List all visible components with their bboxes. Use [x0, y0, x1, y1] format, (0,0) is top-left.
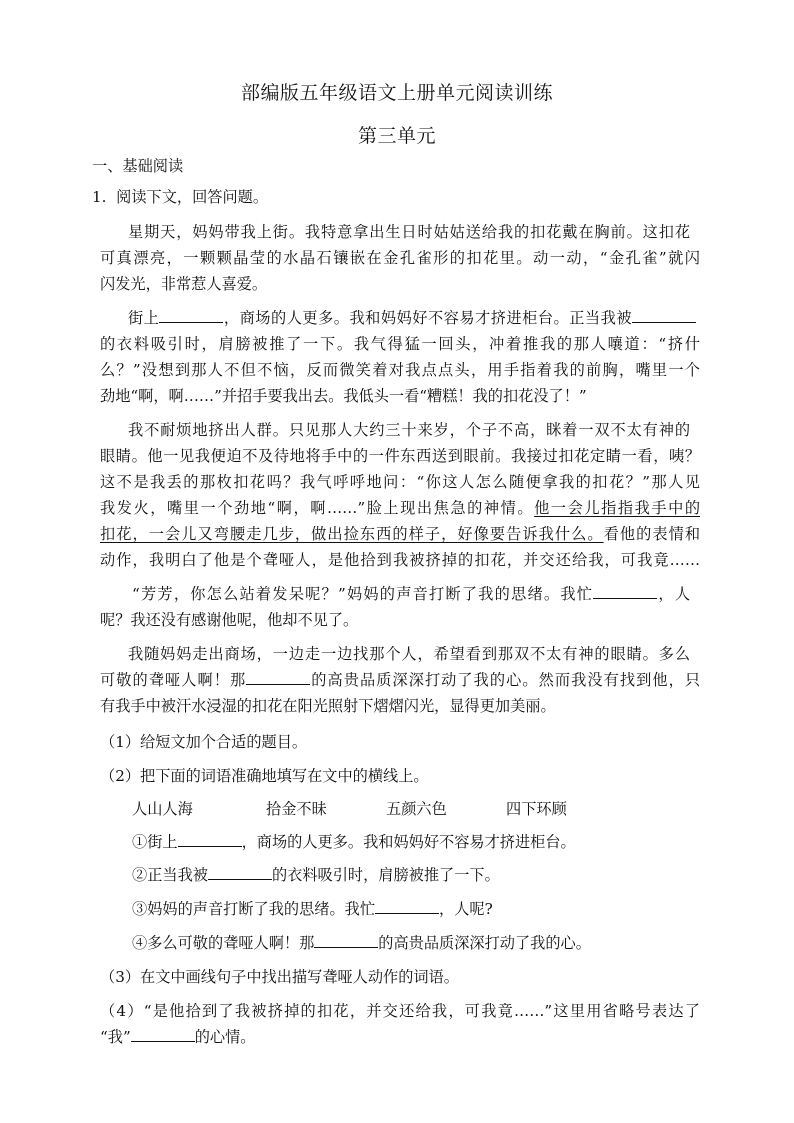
word-option-3: 五颜六色: [386, 800, 447, 818]
fill3-text-b: ，人呢?: [439, 900, 493, 918]
fill-item-4: [132, 933, 732, 953]
sub4-text-b: 的心情。: [194, 1028, 256, 1046]
fill-blank-1: [178, 832, 242, 847]
document-title: 部编版五年级语文上册单元阅读训练: [240, 82, 553, 104]
sub-question-4-line1: （4）“是他拾到了我被挤掉的扣花，并交还给我，可我竟……”这里用省略号表达了: [100, 1002, 700, 1020]
sub4-blank: [131, 1027, 195, 1042]
para3-line6: 动作，我明白了他是个聋哑人，是他拾到我被挤掉的扣花，并交还给我，可我竟……: [100, 551, 700, 569]
para3-line4: [100, 498, 700, 518]
fill1-text-b: ，商场的人更多。我和妈妈好不容易才挤进柜台。: [241, 833, 576, 851]
unit-title: 第三单元: [357, 125, 436, 147]
para3-line5: [100, 524, 700, 544]
para3-text-b: 看他的表情和: [603, 525, 701, 543]
blank-2: [632, 308, 696, 323]
sub-question-3: （3）在文中画线句子中找出描写聋哑人动作的词语。: [100, 968, 459, 986]
fill2-text-a: ②正当我被: [132, 866, 208, 884]
blank-1: [159, 308, 223, 323]
section-heading: 一、基础阅读: [92, 157, 184, 175]
underlined-sentence-b: 扣花，一会儿又弯腰走几步，做出捡东西的样子，好像要告诉我什么。: [100, 525, 604, 543]
underlined-sentence-a: 他一会儿指指我手中的: [534, 499, 701, 517]
para2-text-a: 街上: [128, 309, 160, 327]
fill2-text-b: 的衣料吸引时，肩膀被推了一下。: [271, 866, 500, 884]
para2-line2: 的衣料吸引时，肩膀被推了一下。我气得猛一回头，冲着推我的那人嚷道：“挤什: [100, 335, 700, 353]
fill-blank-4: [314, 933, 378, 948]
para5-line1: 我随妈妈走出商场，一边走一边找那个人，希望看到那双不太有神的眼睛。多么: [128, 645, 690, 663]
fill-blank-3: [375, 899, 439, 914]
para3-line1: 我不耐烦地挤出人群。只见那人大约三十来岁，个子不高，眯着一双不太有神的: [128, 421, 690, 439]
sub4-text-a: “我”: [100, 1028, 131, 1046]
fill-item-1: [132, 832, 732, 852]
para5-line2: [100, 670, 700, 690]
word-option-2: 拾金不昧: [266, 800, 327, 818]
fill-blank-2: [208, 865, 272, 880]
fill1-text-a: ①街上: [132, 833, 178, 851]
fill4-text-a: ④多么可敬的聋哑人啊！那: [132, 934, 315, 952]
para4-line2: 呢？我还没有感谢他呢，他却不见了。: [100, 611, 359, 629]
para2-line4: 劲地“啊，啊……”并招手要我出去。我低头一看“糟糕！我的扣花没了！”: [100, 387, 587, 405]
para3-line3: 这不是我丢的那枚扣花吗？我气呼呼地问：“你这人怎么随便拿我的扣花？”那人见: [100, 473, 700, 491]
para2-line1: [128, 308, 696, 328]
sub-question-2: （2）把下面的词语准确地填写在文中的横线上。: [100, 767, 429, 785]
para1-line2: 可真漂亮，一颗颗晶莹的水晶石镶嵌在金孔雀形的扣花里。动一动，“金孔雀”就闪: [100, 249, 700, 267]
question-1: 1. 阅读下文，回答问题。: [92, 188, 269, 206]
blank-3: [593, 584, 657, 599]
para4-text-b: ，人: [657, 585, 691, 603]
para5-line3: 有我手中被汗水浸湿的扣花在阳光照射下熠熠闪光，显得更加美丽。: [100, 697, 556, 715]
para5-text-a: 可敬的聋哑人啊！那: [100, 671, 247, 689]
fill-item-3: [132, 899, 732, 919]
para3-line2: 眼睛。他一见我便迫不及待地将手中的一件东西送到眼前。我接过扣花定睛一看，咦？: [100, 447, 700, 465]
para3-text-a: 我发火，嘴里一个劲地“啊，啊……”脸上现出焦急的神情。: [100, 499, 535, 517]
para5-text-b: 的高贵品质深深打动了我的心。然而我没有找到他，只: [310, 671, 701, 689]
para2-line3: 么？”没想到那人不但不恼，反而微笑着对我点点头，用手指着我的前胸，嘴里一个: [100, 361, 700, 379]
para4-text-a: “芳芳，你怎么站着发呆呢？”妈妈的声音打断了我的思绪。我忙: [132, 585, 594, 603]
word-option-1: 人山人海: [132, 800, 193, 818]
para1-line3: 闪发光，非常惹人喜爱。: [100, 275, 268, 293]
fill4-text-b: 的高贵品质深深打动了我的心。: [378, 934, 591, 952]
sub-question-1: （1）给短文加个合适的题目。: [100, 733, 308, 751]
para1-line1: 星期天，妈妈带我上街。我特意拿出生日时姑姑送给我的扣花戴在胸前。这扣花: [128, 223, 690, 241]
fill3-text-a: ③妈妈的声音打断了我的思绪。我忙: [132, 900, 375, 918]
fill-item-2: [132, 865, 732, 885]
para4-line1: [132, 584, 690, 604]
word-option-4: 四下环顾: [506, 800, 567, 818]
sub-question-4-line2: [100, 1027, 700, 1047]
blank-4: [246, 670, 310, 685]
para2-text-b: ，商场的人更多。我和妈妈好不容易才挤进柜台。正当我被: [223, 309, 633, 327]
